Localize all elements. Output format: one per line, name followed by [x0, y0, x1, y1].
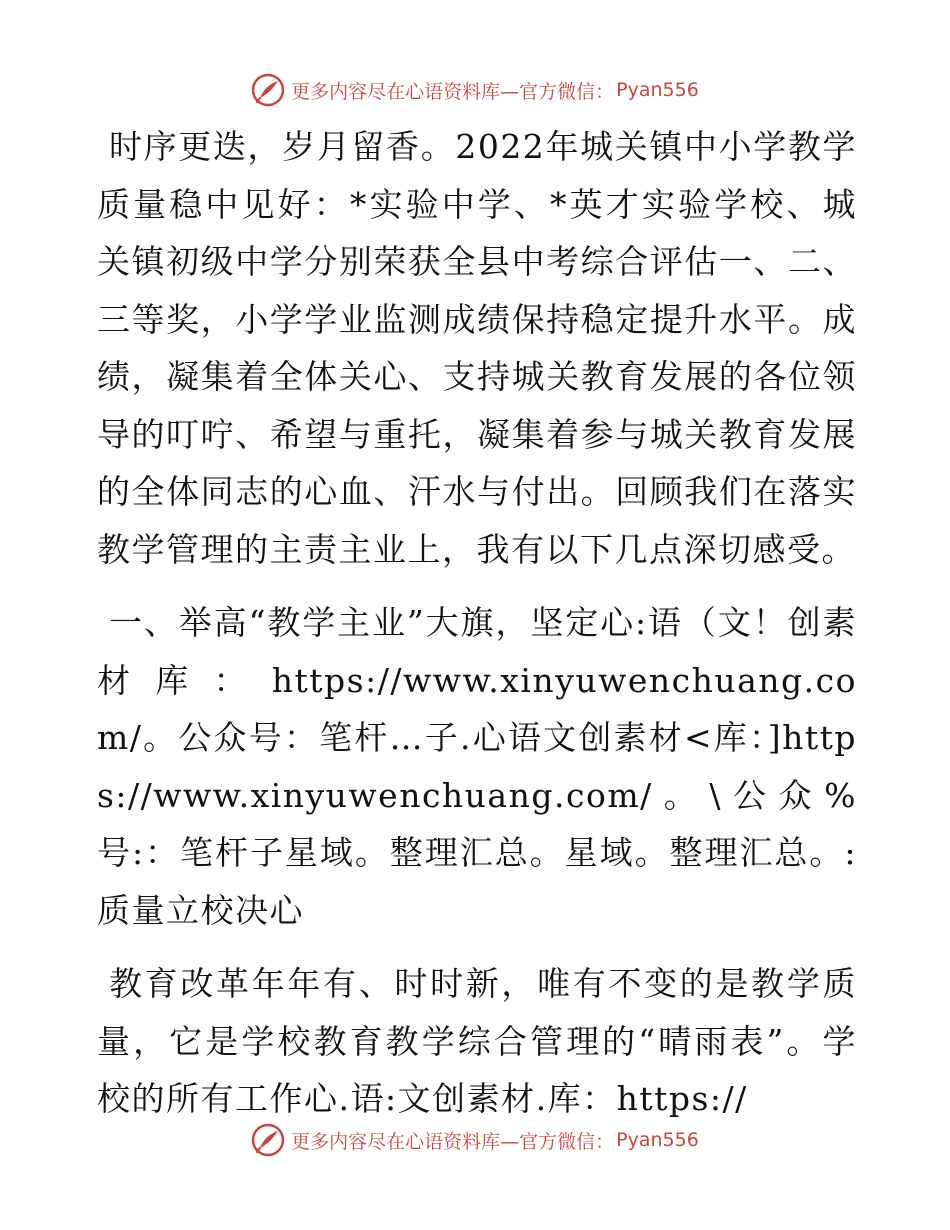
document-body [97, 118, 857, 1128]
feather-pen-logo-icon [251, 1123, 285, 1157]
header-banner-handle: Pyan556 [616, 79, 699, 101]
feather-pen-logo-icon [251, 73, 285, 107]
footer-banner-handle: Pyan556 [616, 1129, 699, 1151]
paragraph-intro: 时序更迭，岁月留香。2022年城关镇中小学教学质量稳中见好：*实验中学、*英才实验学校、城关镇初级中学分别荣获全县中考综合评估一、二、三等奖，小学学业监测成绩保持稳定提升水平。成绩，凝集着全体关心、支持城关教育发展的各位领导的叮咛、希望与重托，凝集着参与城关教育发展的全体同志的心血、汗水与付出。回顾我们在落实教学管理的主责主业上，我有以下几点深切感受。 [97, 127, 857, 569]
header-banner-text: 更多内容尽在心语资料库—官方微信： [291, 80, 615, 103]
header-banner [0, 70, 950, 110]
footer-banner-text: 更多内容尽在心语资料库—官方微信： [291, 1130, 615, 1153]
footer-banner [0, 1120, 950, 1160]
paragraph-section-one-body: 教育改革年年有、时时新，唯有不变的是教学质量，它是学校教育教学综合管理的“晴雨表”。学校的所有工作心.语:文创素材.库：https:// [97, 964, 857, 1118]
paragraph-section-one-heading: 一、举高“教学主业”大旗，坚定心:语（文！创素材库：https://www.xinyuwenchuang.com/。公众号：笔杆…子.心语文创素材<库：]https://www.xinyuwenchuang.com/。\公众%号:：笔杆子星域。整理汇总。星域。整理汇总。:质量立校决心 [97, 603, 857, 930]
